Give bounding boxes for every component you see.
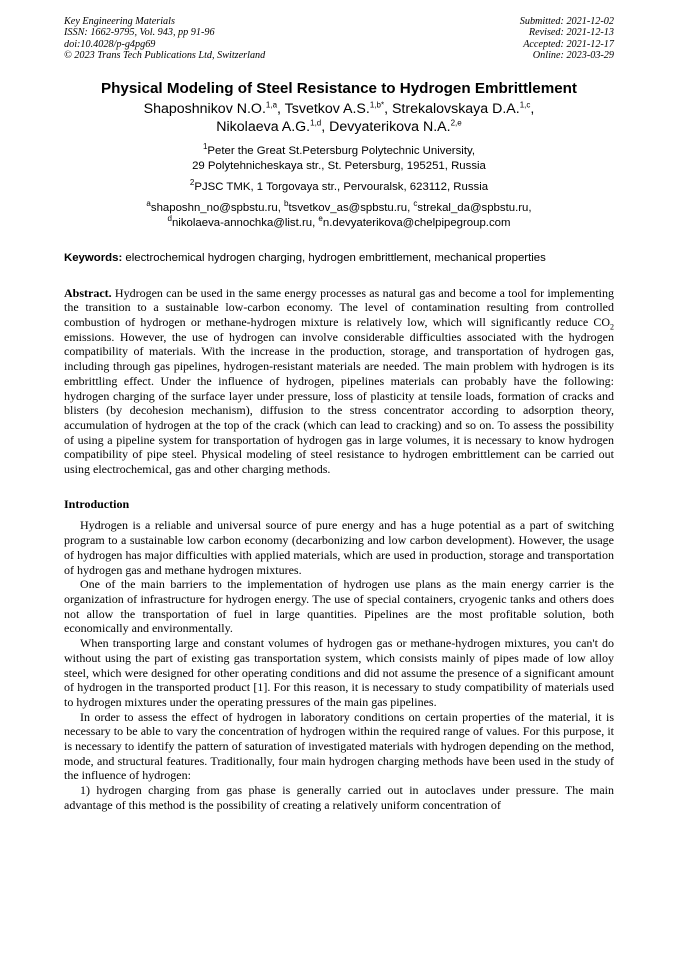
revised-date: Revised: 2021-12-13 [528,27,614,39]
intro-paragraph: Hydrogen is a reliable and universal source of pure energy and has a huge potential as a part of switching program to a sustainable low carbon economy (decarbonizing and low carbon development). However, the usage of hydrogen has major difficulties with applied materials, which are used in production, storage and transportation of hydrogen gas and methane hydrogen mixtures. [64,518,614,577]
author-sup: 1,a [265,99,278,109]
email-link[interactable]: n.devyaterikova@chelpipegroup.com [322,216,511,229]
dates-info [520,16,614,62]
author-sup: 1,d [310,117,322,127]
intro-paragraph: One of the main barriers to the implementation of hydrogen use plans as the main energy carrier is the organization of infrastructure for hydrogen energy. The use of special containers, cryogenic tanks and others does not allow the transportation of fuel in large quantities. Pipelines are the most profitable solution, both economically and environmentally. [64,577,614,636]
author-sup: 2,e [450,117,462,127]
author-sep: , [530,100,535,117]
keywords [64,251,614,266]
author-list [64,100,614,136]
email-link[interactable]: strekal_da@spbstu.ru [417,201,529,214]
keywords-label: Keywords: [64,251,123,264]
issn: ISSN: 1662-9795, Vol. 943, pp 91-96 [64,27,215,39]
journal-info [64,16,265,62]
author-sup: 1,c [519,99,531,109]
affiliation-line: 29 Polytehnicheskaya str., St. Petersburg, 195251, Russia [192,159,486,172]
author-name: Shaposhnikov N.O. [143,100,266,117]
paper-title: Physical Modeling of Steel Resistance to Hydrogen Embrittlement [101,79,577,97]
email-sup: d [167,213,172,223]
email-link[interactable]: nikolaeva-annochka@list.ru [171,216,313,229]
author-name: Devyaterikova N.A. [329,118,451,135]
abstract-subscript: 2 [610,322,614,332]
affiliation-sup: 2 [189,177,195,187]
author-sup: 1,b* [369,99,385,109]
submitted-date: Submitted: 2021-12-02 [519,16,614,27]
email-link[interactable]: tsvetkov_as@spbstu.ru [288,201,408,214]
author-name: Nikolaeva A.G. [216,118,311,135]
author-name: Strekalovskaya D.A. [391,100,520,117]
accepted-date: Accepted: 2021-12-17 [523,38,614,50]
email-sup: e [318,213,323,223]
section-heading-introduction: Introduction [64,496,130,511]
affiliation-1 [64,141,614,174]
affiliation-line: Peter the Great St.Petersburg Polytechnic University, [207,144,476,157]
author-sep: , [384,100,392,117]
online-date: Online: 2023-03-29 [532,50,614,62]
author-sep: , [277,100,285,117]
journal-name: Key Engineering Materials [64,16,175,27]
author-sep: , [321,118,330,135]
header-meta [64,16,614,62]
intro-paragraph: 1) hydrogen charging from gas phase is generally carried out in autoclaves under pressure. The main advantage of this method is the possibility of creating a relatively uniform concentration of [64,783,614,812]
email-sup: b [284,198,289,208]
abstract-text: Hydrogen can be used in the same energy processes as natural gas and become a tool for implementing the transition to a sustainable low-carbon economy. The level of contamination resulting from controlled combustion of hydrogen or methane-hydrogen mixture is relatively low, which will significantly reduce CO [64,285,614,330]
affiliation-sup: 1 [202,141,208,151]
doi: doi:10.4028/p-g4pg69 [64,38,156,50]
email-link[interactable]: shaposhn_no@spbstu.ru [150,201,278,214]
intro-paragraph: In order to assess the effect of hydrogen in laboratory conditions on certain properties of the material, it is necessary to be able to vary the concentration of hydrogen within the required range of values. For this purpose, it is necessary to identify the pattern of saturation of investigated materials with hydrogen depending on the method, mode, and structural features. Traditionally, four main hydrogen charging methods have been used in the study of the influence of hydrogen: [64,709,614,783]
copyright: © 2023 Trans Tech Publications Ltd, Switzerland [64,50,266,62]
intro-paragraph: When transporting large and constant volumes of hydrogen gas or methane-hydrogen mixtures, you can't do without using the part of existing gas transportation system, which consists mainly of pipes made of low alloy steel, which were designed for other operating conditions and did not assume the presence of a significant amount of hydrogen in the transported product [1]. For this reason, it is necessary to study compatibility of materials used to hydrogen mixtures under the operating pressures of the main gas pipelines. [64,636,614,709]
keywords-text: electrochemical hydrogen charging, hydrogen embrittlement, mechanical properties [125,251,546,264]
abstract-text: emissions. However, the use of hydrogen can involve considerable difficulties associated with the hydrogen compatibility of materials. With the increase in the production, storage, and transportation of hydrogen gas, including through gas pipelines, hydrogen-resistant materials are needed. The main problem with hydrogen is its embrittling effect. Under the influence of hydrogen, pipelines materials can probably have the following: hydrogen charging of the surface layer under pressure, loss of plasticity at tensile loads, formation of cracks and blisters (by decohesion mechanism), diffusion to the stress concentrator according to adsorption theory, accumulation of hydrogen at the top of the crack (which can lead to cracking) and so on. To assess the possibility of using a pipeline system for transportation of hydrogen gas in large volumes, it is necessary to know hydrogen compatibility of pipe steel. Physical modeling of steel resistance to hydrogen embrittlement can be carried out using electrochemical, gas and other charging methods. [64,329,614,477]
abstract [64,286,614,477]
email-sup: c [413,198,418,208]
email-sup: a [146,198,151,208]
email-list: $^a$shaposhn_no@spbstu.ru, $^b$tsvetkov_as@spbstu.ru, $^c$strekal_da@spbstu.ru, $^d$nikolaeva-annochka@list.ru, $^e$n.devyaterikova@chelpipegroup.com [146,198,532,229]
author-name: Tsvetkov A.S. [284,100,370,117]
affiliation-2 [64,177,614,195]
abstract-label: Abstract. [64,285,112,300]
affiliation-line: PJSC TMK, 1 Torgovaya str., Pervouralsk, 623112, Russia [194,180,489,193]
